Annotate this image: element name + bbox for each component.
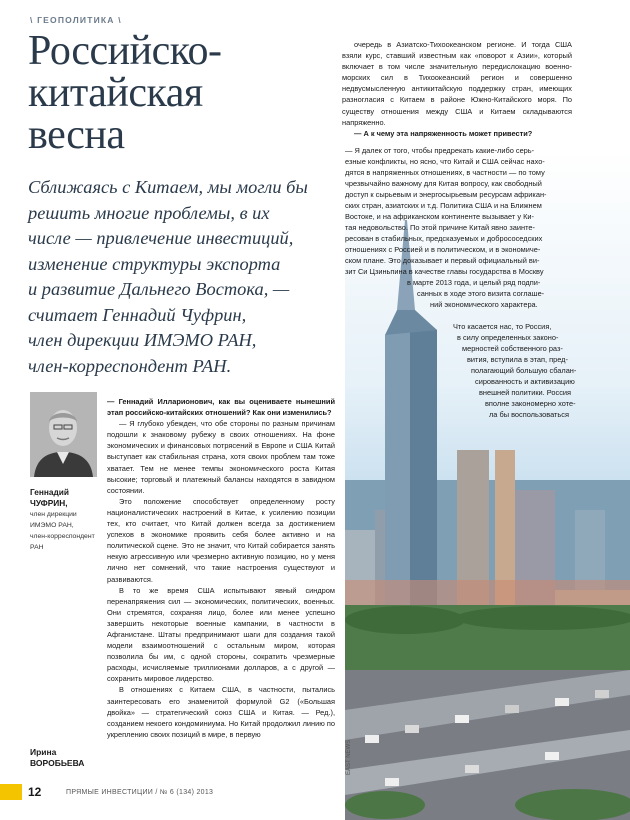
wrapped-line: Востоке, и на африканском континенте вызывает у Ки- — [345, 212, 534, 221]
lead-line: и развитие Дальнего Востока, — — [28, 279, 290, 299]
lead-line: считает Геннадий Чуфрин, — [28, 304, 247, 325]
person-role-line: член дирекции — [30, 511, 77, 518]
page-footer — [0, 784, 345, 802]
photo-credit: EAST NEWS — [346, 739, 352, 775]
wrapped-line: ла бы воспользоваться — [489, 410, 569, 419]
wrapped-line: полагающий большую сбалан- — [471, 366, 577, 375]
wrapped-line: в марте 2013 года, и целый ряд подпи- — [407, 278, 541, 287]
lead-line: изменение структуры экспорта — [28, 253, 281, 274]
paragraph: — Я глубоко убежден, что обе стороны по разным причинам подошли к знаковому рубежу в своих отношениях. На фоне экономических и финансовых потрясений в Европе и США Китай выступает как стабильная страна, хотя своих проблем там тоже хватает. Тем не менее темпы экономического роста Китая высокие; торговый и платежный балансы находятся в завидном состоянии. — [107, 419, 335, 495]
interview-question: — А к чему эта напряженность может привести? — [354, 128, 533, 138]
lead-line: решить многие проблемы, в их — [28, 202, 270, 223]
person-caption — [30, 487, 110, 553]
author-first-name: Ирина — [30, 747, 57, 757]
article-column-middle — [107, 396, 335, 740]
wrapped-line: доступ к сырьевым и энергосырьевым ресурсам африкан- — [345, 190, 547, 199]
title-line: весна — [28, 112, 125, 158]
page-number-marker — [0, 784, 22, 800]
wrapped-line: ских стран, азиатских и т.д. Политика США и на Ближнем — [345, 201, 542, 210]
wrapped-line: вполне закономерно хоте- — [485, 399, 576, 408]
wrapped-line: — Я далек от того, чтобы предрекать какие-либо серь- — [345, 146, 535, 155]
wrapped-line: мерностей собственного раз- — [462, 344, 563, 353]
author-last-name: ВОРОБЬЕВА — [30, 758, 85, 768]
person-name-first: Геннадий — [30, 487, 70, 497]
author-caption — [30, 747, 84, 769]
portrait-photo — [30, 392, 97, 477]
lead-line: член-корреспондент РАН. — [28, 355, 232, 376]
wrapped-line: внешней политики. Россия — [479, 388, 572, 397]
interview-question: — Геннадий Илларионович, как вы оцениваете нынешний этап российско-китайских отношений? Как они изменились? — [107, 397, 335, 418]
wrapped-line: зит Си Цзиньпина в качестве главы государства в Москву — [345, 267, 544, 276]
paragraph: В то же время США испытывают явный синдром перенапряжения сил — экономических, политических, военных. Они стремятся, сохраняя лицо, более или менее успешно завершить некоторые военные кампании, в частности в Афганистане. Штаты предпринимают шаги для создания такой модели взаимоотношений с остальным миром, которая позволила бы им, с одной стороны, сократить чрезмерные расходы, исчисляемые триллионами долларов, а с другой — сохранить мировое лидерство. — [107, 585, 335, 684]
article-column-right — [342, 39, 572, 139]
paragraph: очередь в Азиатско-Тихоокеанском регионе. И тогда США взяли курс, ставший известным как «поворот к Азии», который включает в том числе значительную передислокацию военно-морских сил в Тихоокеанский регион и совершенно недвусмысленную антикитайскую поддержку стран, имеющих разногласия с Китаем в районе Южно-Китайского моря. По существу отношения между США и Китаем складываются напряженно. — [342, 40, 572, 127]
wrapped-line: ний экономического характера. — [430, 300, 538, 309]
wrapped-line: Что касается нас, то Россия, — [453, 322, 552, 331]
wrapped-line: ресован в стабильных, предсказуемых и добрососедских — [345, 234, 543, 243]
wrapped-line: в силу определенных законо- — [457, 333, 559, 342]
wrapped-line: тая недовольство. По этой причине Китай явно заинте- — [345, 223, 535, 232]
paragraph: В отношениях с Китаем США, в частности, пытались заинтересовать его знаменитой формулой G2 («Большая двойка» — стратегический союз США и Китая. — Ред.), созданием некоего кондоминиума. Но Китай продолжил линию по укреплению своих позиций в мире, в первую — [107, 685, 335, 739]
title-line: китайская — [28, 70, 203, 116]
person-name-last: ЧУФРИН, — [30, 498, 68, 508]
wrapped-line: чрезвычайно важному для Китая вопросу, как свободный — [345, 179, 542, 188]
person-role-line: ИМЭМО РАН, — [30, 522, 74, 529]
wrapped-line: вития, вступила в этап, пред- — [467, 355, 568, 364]
wrapped-line: ском плане. Это доказывает и первый официальный ви- — [345, 256, 540, 265]
lead-paragraph — [28, 175, 338, 379]
person-role-line: член-корреспондент — [30, 533, 95, 540]
wrapped-line: отношениях с Россией и в политическом, и в экономиче- — [345, 245, 541, 254]
lead-line: Сближаясь с Китаем, мы могли бы — [28, 177, 308, 197]
publication-info: ПРЯМЫЕ ИНВЕСТИЦИИ / № 6 (134) 2013 — [66, 789, 214, 796]
page-number: 12 — [28, 785, 42, 799]
rubric: \ ГЕОПОЛИТИКА \ — [30, 15, 122, 25]
article-title — [28, 30, 222, 156]
lead-line: числе — привлечение инвестиций, — [28, 228, 294, 248]
wrapped-line: дятся в напряженных отношениях, в частности — по тому — [345, 168, 545, 177]
title-line: Российско- — [28, 28, 222, 74]
lead-line: член дирекции ИМЭМО РАН, — [28, 330, 257, 350]
wrapped-line: езные конфликты, но ясно, что Китай и США сейчас нахо- — [345, 157, 545, 166]
person-role-line: РАН — [30, 544, 44, 551]
wrapped-line: сированность и активизацию — [475, 377, 575, 386]
paragraph: Это положение способствует определенному росту националистических настроений в Китае, к усилению позиции тех, кто считает, что Китай должен всегда за достижением успехов в экономике проявить себя более активно и на политической сцене. Это не значит, что Китай собирается занять некую агрессивную или чрезмерно активную позицию, но у меня лично нет сомнений, что такие настроения существуют и развиваются. — [107, 496, 335, 584]
wrapped-line: санных в ходе этого визита соглаше- — [417, 289, 545, 298]
